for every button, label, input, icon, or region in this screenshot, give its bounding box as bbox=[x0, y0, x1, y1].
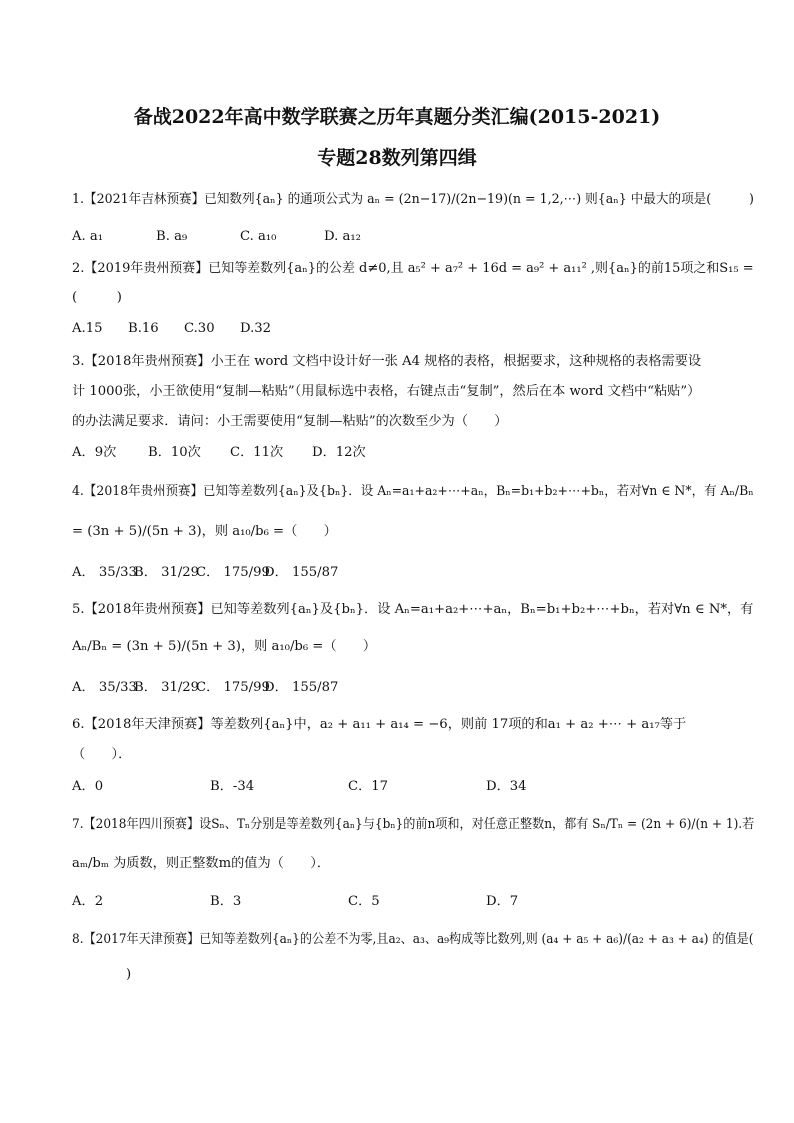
question-8-line-1: 8.【2017年天津预赛】已知等差数列{aₙ}的公差不为零,且a₂、a₃、a₉构成等比数列,则 (a₄ + a₅ + a₆)/(a₂ + a₃ + a₄) 的值是( bbox=[72, 932, 754, 947]
question-5-line-2: Aₙ/Bₙ = (3n + 5)/(5n + 3)，则 a₁₀/b₆ =（ ） bbox=[72, 639, 377, 654]
option-a: A． 35/33 bbox=[72, 680, 137, 695]
question-7-line-1: 7.【2018年四川预赛】设Sₙ、Tₙ分别是等差数列{aₙ}与{bₙ}的前n项和，对任意正整数n，都有 Sₙ/Tₙ = (2n + 6)/(n + 1).若 bbox=[72, 817, 755, 832]
question-6-line-1: 6.【2018年天津预赛】等差数列{aₙ}中，a₂ + a₁₁ + a₁₄ = −6，则前 17项的和a₁ + a₂ +⋯ + a₁₇等于 bbox=[72, 717, 687, 732]
question-4-line-1: 4.【2018年贵州预赛】已知等差数列{aₙ}及{bₙ}．设 Aₙ=a₁+a₂+⋯+aₙ，Bₙ=b₁+b₂+⋯+bₙ，若对∀n ∈ N*，有 Aₙ/Bₙ bbox=[72, 484, 754, 499]
option-b: B. a₉ bbox=[156, 229, 188, 244]
question-2-lead: 2.【2019年贵州预赛】已知等差数列{aₙ}的公差 d≠0,且 bbox=[72, 261, 404, 276]
question-1-formula: aₙ = (2n−17)/(2n−19)(n = 1,2,⋯) bbox=[367, 192, 582, 207]
question-2-formula: a₅² + a₇² + 16d = a₉² + a₁₁² bbox=[407, 261, 587, 276]
question-3-line-3: 的办法满足要求．请问：小王需要使用“复制—粘贴”的次数至少为（ ） bbox=[72, 414, 508, 429]
option-c: C．5 bbox=[348, 894, 380, 909]
question-2-tail: ,则{aₙ}的前15项之和S₁₅ = bbox=[590, 261, 754, 276]
option-a: A.15 bbox=[72, 321, 103, 336]
option-c: C． 175/99 bbox=[196, 680, 270, 695]
question-1-tail: 则{aₙ} 中最大的项是( ) bbox=[585, 192, 754, 207]
option-c: C．11次 bbox=[230, 445, 284, 460]
option-c: C．17 bbox=[348, 779, 389, 794]
option-c: C.30 bbox=[184, 321, 215, 336]
option-b: B． 31/29 bbox=[134, 680, 200, 695]
option-b: B．-34 bbox=[210, 779, 255, 794]
option-d: D．7 bbox=[486, 894, 519, 909]
option-c: C. a₁₀ bbox=[240, 229, 277, 244]
option-d: D.32 bbox=[240, 321, 272, 336]
question-5-line-1: 5.【2018年贵州预赛】已知等差数列{aₙ}及{bₙ}．设 Aₙ=a₁+a₂+⋯+aₙ，Bₙ=b₁+b₂+⋯+bₙ，若对∀n ∈ N*，有 bbox=[72, 602, 754, 617]
option-d: D．34 bbox=[486, 779, 527, 794]
question-7-line-2: aₘ/bₘ 为质数，则正整数m的值为（ ）． bbox=[72, 856, 331, 871]
question-1-lead: 1.【2021年吉林预赛】已知数列{aₙ} 的通项公式为 bbox=[72, 192, 364, 207]
option-c: C． 175/99 bbox=[196, 565, 270, 580]
option-d: D． 155/87 bbox=[264, 565, 339, 580]
question-3-line-1: 3.【2018年贵州预赛】小王在 word 文档中设计好一张 A4 规格的表格，根据要求，这种规格的表格需要设 bbox=[72, 354, 702, 369]
option-a: A．2 bbox=[72, 894, 104, 909]
option-a: A．9次 bbox=[72, 445, 117, 460]
option-d: D．12次 bbox=[312, 445, 366, 460]
document-title: 备战2022年高中数学联赛之历年真题分类汇编(2015-2021) bbox=[133, 106, 661, 128]
question-1 bbox=[72, 190, 754, 210]
option-b: B． 31/29 bbox=[134, 565, 200, 580]
question-8-close-paren: ) bbox=[126, 967, 132, 982]
option-d: D. a₁₂ bbox=[324, 229, 361, 244]
document-subtitle: 专题28数列第四缉 bbox=[317, 147, 477, 169]
option-a: A. a₁ bbox=[72, 229, 104, 244]
option-a: A． 35/33 bbox=[72, 565, 137, 580]
question-2 bbox=[72, 259, 754, 279]
question-3-line-2: 计 1000张，小王欲使用“复制—粘贴”（用鼠标选中表格，右键点击“复制”，然后在本 word 文档中“粘贴”） bbox=[72, 384, 701, 399]
question-2-blank: ( ) bbox=[72, 290, 122, 305]
option-b: B.16 bbox=[128, 321, 159, 336]
option-d: D． 155/87 bbox=[264, 680, 339, 695]
option-a: A．0 bbox=[72, 779, 104, 794]
option-b: B．3 bbox=[210, 894, 242, 909]
option-b: B．10次 bbox=[148, 445, 201, 460]
question-4-line-2: = (3n + 5)/(5n + 3)，则 a₁₀/b₆ =（ ） bbox=[72, 524, 337, 539]
question-6-line-2: （ ）． bbox=[72, 747, 132, 762]
